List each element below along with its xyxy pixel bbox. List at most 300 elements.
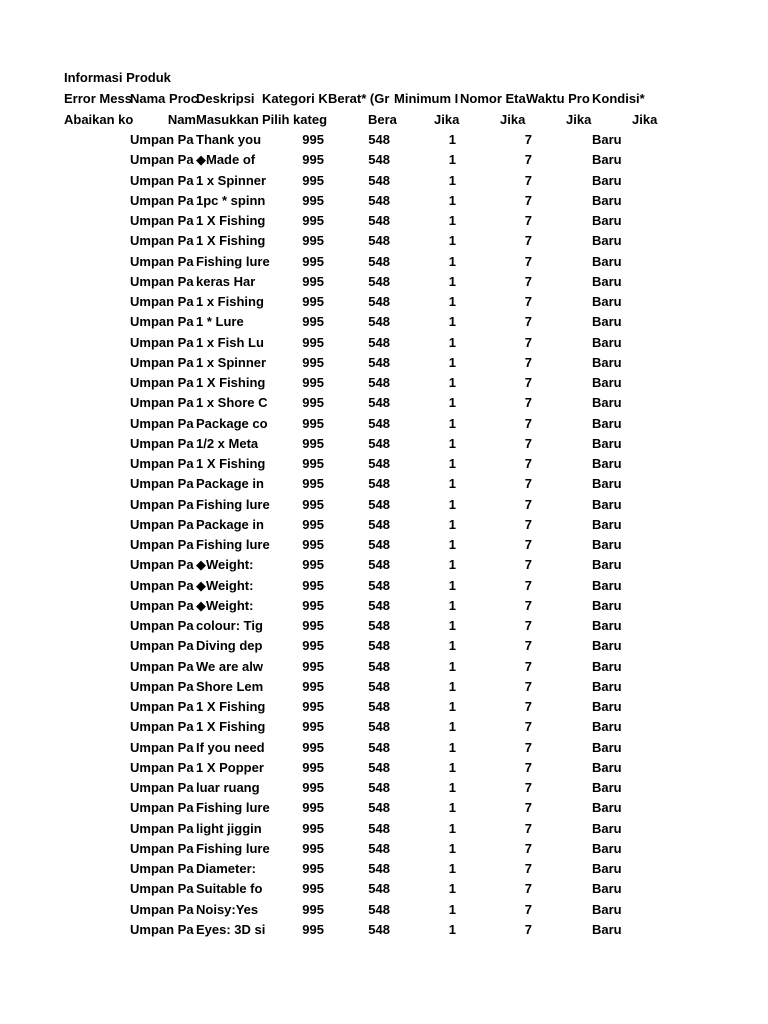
description-cell[interactable]: Shore Lem xyxy=(196,678,264,694)
weight-cell[interactable]: 548 xyxy=(368,172,390,188)
category-cell[interactable]: 995 xyxy=(302,800,324,816)
process-time-cell[interactable]: 7 xyxy=(524,678,532,694)
description-cell[interactable]: Thank you xyxy=(196,132,262,147)
description-cell[interactable]: ◆Weight: xyxy=(196,597,254,613)
condition-cell[interactable]: Baru xyxy=(592,901,622,917)
condition-cell[interactable]: Baru xyxy=(592,476,622,492)
condition-cell[interactable]: Baru xyxy=(592,577,622,593)
hint-cell[interactable]: Jika xyxy=(632,112,658,127)
description-cell[interactable]: 1 X Fishing xyxy=(196,699,266,714)
hint-cell[interactable]: Jika xyxy=(500,112,526,127)
product-name-cell[interactable]: Umpan Pa xyxy=(130,152,194,168)
category-cell[interactable]: 995 xyxy=(302,840,324,856)
category-cell[interactable]: 995 xyxy=(302,192,324,208)
weight-cell[interactable]: 548 xyxy=(368,881,390,897)
process-time-cell[interactable]: 7 xyxy=(524,719,532,735)
category-cell[interactable]: 995 xyxy=(302,557,324,573)
minimum-cell[interactable]: 1 xyxy=(448,597,456,613)
minimum-cell[interactable]: 1 xyxy=(448,921,456,937)
minimum-cell[interactable]: 1 xyxy=(448,537,456,552)
hint-cell[interactable]: Nam xyxy=(167,112,196,127)
category-cell[interactable]: 995 xyxy=(302,294,324,309)
product-name-cell[interactable]: Umpan Pa xyxy=(130,172,194,188)
process-time-cell[interactable]: 7 xyxy=(524,314,532,330)
description-cell[interactable]: Fishing lure xyxy=(196,800,270,816)
weight-cell[interactable]: 548 xyxy=(368,901,390,917)
header-cell[interactable]: Waktu Pro xyxy=(526,91,590,106)
header-cell[interactable]: Nomor Eta xyxy=(460,91,526,106)
process-time-cell[interactable]: 7 xyxy=(524,375,532,390)
description-cell[interactable]: colour: Tig xyxy=(196,618,263,633)
product-name-cell[interactable]: Umpan Pa xyxy=(130,719,194,735)
condition-cell[interactable]: Baru xyxy=(592,597,622,613)
minimum-cell[interactable]: 1 xyxy=(448,658,456,674)
product-name-cell[interactable]: Umpan Pa xyxy=(130,294,194,309)
process-time-cell[interactable]: 7 xyxy=(524,557,532,573)
minimum-cell[interactable]: 1 xyxy=(448,820,456,836)
category-cell[interactable]: 995 xyxy=(302,861,324,876)
condition-cell[interactable]: Baru xyxy=(592,233,622,249)
process-time-cell[interactable]: 7 xyxy=(524,294,532,309)
product-name-cell[interactable]: Umpan Pa xyxy=(130,354,194,370)
condition-cell[interactable]: Baru xyxy=(592,172,622,188)
weight-cell[interactable]: 548 xyxy=(368,577,390,593)
hint-cell[interactable]: Jika xyxy=(566,112,592,127)
description-cell[interactable]: Diameter: xyxy=(196,861,256,876)
weight-cell[interactable]: 548 xyxy=(368,658,390,674)
description-cell[interactable]: We are alw xyxy=(196,658,263,674)
minimum-cell[interactable]: 1 xyxy=(448,739,456,755)
product-name-cell[interactable]: Umpan Pa xyxy=(130,597,194,613)
process-time-cell[interactable]: 7 xyxy=(524,415,532,431)
condition-cell[interactable]: Baru xyxy=(592,213,622,228)
weight-cell[interactable]: 548 xyxy=(368,557,390,573)
description-cell[interactable]: 1 * Lure xyxy=(196,314,244,330)
description-cell[interactable]: 1pc * spinn xyxy=(196,192,266,208)
weight-cell[interactable]: 548 xyxy=(368,678,390,694)
minimum-cell[interactable]: 1 xyxy=(448,132,456,147)
product-name-cell[interactable]: Umpan Pa xyxy=(130,192,194,208)
minimum-cell[interactable]: 1 xyxy=(448,800,456,816)
process-time-cell[interactable]: 7 xyxy=(524,759,532,775)
table-row xyxy=(0,495,768,515)
description-cell[interactable]: ◆Made of xyxy=(196,152,256,168)
minimum-cell[interactable]: 1 xyxy=(448,213,456,228)
minimum-cell[interactable]: 1 xyxy=(448,780,456,795)
minimum-cell[interactable]: 1 xyxy=(448,638,456,654)
category-cell[interactable]: 995 xyxy=(302,476,324,492)
category-cell[interactable]: 995 xyxy=(302,719,324,735)
process-time-cell[interactable]: 7 xyxy=(524,395,532,411)
minimum-cell[interactable]: 1 xyxy=(448,334,456,350)
weight-cell[interactable]: 548 xyxy=(368,618,390,633)
category-cell[interactable]: 995 xyxy=(302,901,324,917)
header-cell[interactable]: Minimum I xyxy=(394,91,459,106)
category-cell[interactable]: 995 xyxy=(302,172,324,188)
weight-cell[interactable]: 548 xyxy=(368,152,390,168)
weight-cell[interactable]: 548 xyxy=(368,800,390,816)
category-cell[interactable]: 995 xyxy=(302,496,324,512)
description-cell[interactable]: 1 X Popper xyxy=(196,759,264,775)
category-cell[interactable]: 995 xyxy=(302,577,324,593)
minimum-cell[interactable]: 1 xyxy=(448,557,456,573)
condition-cell[interactable]: Baru xyxy=(592,881,622,897)
category-cell[interactable]: 995 xyxy=(302,415,324,431)
category-cell[interactable]: 995 xyxy=(302,334,324,350)
category-cell[interactable]: 995 xyxy=(302,233,324,249)
minimum-cell[interactable]: 1 xyxy=(448,273,456,289)
minimum-cell[interactable]: 1 xyxy=(448,435,456,451)
category-cell[interactable]: 995 xyxy=(302,395,324,411)
process-time-cell[interactable]: 7 xyxy=(524,152,532,168)
description-cell[interactable]: Suitable fo xyxy=(196,881,263,897)
description-cell[interactable]: Package in xyxy=(196,476,264,492)
condition-cell[interactable]: Baru xyxy=(592,253,622,269)
weight-cell[interactable]: 548 xyxy=(368,699,390,714)
condition-cell[interactable]: Baru xyxy=(592,800,622,816)
process-time-cell[interactable]: 7 xyxy=(524,496,532,512)
condition-cell[interactable]: Baru xyxy=(592,334,622,350)
weight-cell[interactable]: 548 xyxy=(368,516,390,532)
minimum-cell[interactable]: 1 xyxy=(448,678,456,694)
product-name-cell[interactable]: Umpan Pa xyxy=(130,375,194,390)
weight-cell[interactable]: 548 xyxy=(368,253,390,269)
description-cell[interactable]: 1 x Spinner xyxy=(196,172,267,188)
category-cell[interactable]: 995 xyxy=(302,435,324,451)
weight-cell[interactable]: 548 xyxy=(368,273,390,289)
product-name-cell[interactable]: Umpan Pa xyxy=(130,456,194,471)
description-cell[interactable]: Diving dep xyxy=(196,638,263,654)
condition-cell[interactable]: Baru xyxy=(592,618,622,633)
category-cell[interactable]: 995 xyxy=(302,678,324,694)
process-time-cell[interactable]: 7 xyxy=(524,881,532,897)
process-time-cell[interactable]: 7 xyxy=(524,435,532,451)
product-name-cell[interactable]: Umpan Pa xyxy=(130,800,194,816)
category-cell[interactable]: 995 xyxy=(302,213,324,228)
description-cell[interactable]: ◆Weight: xyxy=(196,577,254,593)
minimum-cell[interactable]: 1 xyxy=(448,516,456,532)
category-cell[interactable]: 995 xyxy=(302,152,324,168)
product-name-cell[interactable]: Umpan Pa xyxy=(130,618,194,633)
minimum-cell[interactable]: 1 xyxy=(448,294,456,309)
category-cell[interactable]: 995 xyxy=(302,699,324,714)
description-cell[interactable]: 1/2 x Meta xyxy=(196,435,259,451)
process-time-cell[interactable]: 7 xyxy=(524,233,532,249)
condition-cell[interactable]: Baru xyxy=(592,415,622,431)
minimum-cell[interactable]: 1 xyxy=(448,253,456,269)
description-cell[interactable]: 1 X Fishing xyxy=(196,213,266,228)
process-time-cell[interactable]: 7 xyxy=(524,699,532,714)
condition-cell[interactable]: Baru xyxy=(592,435,622,451)
hint-cell[interactable]: Bera xyxy=(368,112,397,127)
minimum-cell[interactable]: 1 xyxy=(448,152,456,168)
description-cell[interactable]: Package in xyxy=(196,516,264,532)
hint-cell[interactable]: Jika xyxy=(434,112,460,127)
weight-cell[interactable]: 548 xyxy=(368,213,390,228)
product-name-cell[interactable]: Umpan Pa xyxy=(130,253,194,269)
condition-cell[interactable]: Baru xyxy=(592,638,622,654)
product-name-cell[interactable]: Umpan Pa xyxy=(130,861,194,876)
process-time-cell[interactable]: 7 xyxy=(524,334,532,350)
product-name-cell[interactable]: Umpan Pa xyxy=(130,233,194,249)
process-time-cell[interactable]: 7 xyxy=(524,901,532,917)
condition-cell[interactable]: Baru xyxy=(592,496,622,512)
minimum-cell[interactable]: 1 xyxy=(448,901,456,917)
category-cell[interactable]: 995 xyxy=(302,132,324,147)
description-cell[interactable]: Fishing lure xyxy=(196,496,270,512)
process-time-cell[interactable]: 7 xyxy=(524,132,532,147)
condition-cell[interactable]: Baru xyxy=(592,840,622,856)
product-name-cell[interactable]: Umpan Pa xyxy=(130,132,194,147)
weight-cell[interactable]: 548 xyxy=(368,334,390,350)
weight-cell[interactable]: 548 xyxy=(368,395,390,411)
minimum-cell[interactable]: 1 xyxy=(448,699,456,714)
product-name-cell[interactable]: Umpan Pa xyxy=(130,780,194,795)
condition-cell[interactable]: Baru xyxy=(592,314,622,330)
weight-cell[interactable]: 548 xyxy=(368,719,390,735)
description-cell[interactable]: light jiggin xyxy=(196,820,262,836)
process-time-cell[interactable]: 7 xyxy=(524,253,532,269)
description-cell[interactable]: keras Har xyxy=(196,273,256,289)
weight-cell[interactable]: 548 xyxy=(368,192,390,208)
minimum-cell[interactable]: 1 xyxy=(448,354,456,370)
condition-cell[interactable]: Baru xyxy=(592,354,622,370)
process-time-cell[interactable]: 7 xyxy=(524,921,532,937)
condition-cell[interactable]: Baru xyxy=(592,375,622,390)
description-cell[interactable]: 1 x Spinner xyxy=(196,354,267,370)
category-cell[interactable]: 995 xyxy=(302,881,324,897)
weight-cell[interactable]: 548 xyxy=(368,638,390,654)
minimum-cell[interactable]: 1 xyxy=(448,759,456,775)
condition-cell[interactable]: Baru xyxy=(592,678,622,694)
weight-cell[interactable]: 548 xyxy=(368,456,390,471)
product-name-cell[interactable]: Umpan Pa xyxy=(130,901,194,917)
weight-cell[interactable]: 548 xyxy=(368,314,390,330)
product-name-cell[interactable]: Umpan Pa xyxy=(130,314,194,330)
description-cell[interactable]: 1 x Fishing xyxy=(196,294,264,309)
process-time-cell[interactable]: 7 xyxy=(524,780,532,795)
weight-cell[interactable]: 548 xyxy=(368,597,390,613)
minimum-cell[interactable]: 1 xyxy=(448,496,456,512)
weight-cell[interactable]: 548 xyxy=(368,294,390,309)
description-cell[interactable]: 1 X Fishing xyxy=(196,456,266,471)
product-name-cell[interactable]: Umpan Pa xyxy=(130,476,194,492)
product-name-cell[interactable]: Umpan Pa xyxy=(130,557,194,573)
process-time-cell[interactable]: 7 xyxy=(524,354,532,370)
description-cell[interactable]: ◆Weight: xyxy=(196,557,254,573)
hint-cell[interactable]: Masukkan xyxy=(196,112,259,127)
product-name-cell[interactable]: Umpan Pa xyxy=(130,921,194,937)
weight-cell[interactable]: 548 xyxy=(368,759,390,775)
description-cell[interactable]: 1 x Fish Lu xyxy=(196,334,264,350)
table-row xyxy=(0,333,768,353)
description-cell[interactable]: 1 X Fishing xyxy=(196,719,266,735)
category-cell[interactable]: 995 xyxy=(302,618,324,633)
condition-cell[interactable]: Baru xyxy=(592,861,622,876)
product-name-cell[interactable]: Umpan Pa xyxy=(130,415,194,431)
description-cell[interactable]: Fishing lure xyxy=(196,840,270,856)
condition-cell[interactable]: Baru xyxy=(592,719,622,735)
condition-cell[interactable]: Baru xyxy=(592,759,622,775)
process-time-cell[interactable]: 7 xyxy=(524,800,532,816)
minimum-cell[interactable]: 1 xyxy=(448,415,456,431)
hint-cell[interactable]: Abaikan ko xyxy=(64,112,134,127)
condition-cell[interactable]: Baru xyxy=(592,780,622,795)
description-cell[interactable]: Package co xyxy=(196,415,268,431)
product-name-cell[interactable]: Umpan Pa xyxy=(130,516,194,532)
process-time-cell[interactable]: 7 xyxy=(524,618,532,633)
weight-cell[interactable]: 548 xyxy=(368,840,390,856)
weight-cell[interactable]: 548 xyxy=(368,354,390,370)
process-time-cell[interactable]: 7 xyxy=(524,577,532,593)
condition-cell[interactable]: Baru xyxy=(592,132,622,147)
description-cell[interactable]: Fishing lure xyxy=(196,537,270,552)
category-cell[interactable]: 995 xyxy=(302,354,324,370)
category-cell[interactable]: 995 xyxy=(302,921,324,937)
product-name-cell[interactable]: Umpan Pa xyxy=(130,577,194,593)
process-time-cell[interactable]: 7 xyxy=(524,172,532,188)
category-cell[interactable]: 995 xyxy=(302,820,324,836)
weight-cell[interactable]: 548 xyxy=(368,739,390,755)
process-time-cell[interactable]: 7 xyxy=(524,537,532,552)
product-name-cell[interactable]: Umpan Pa xyxy=(130,658,194,674)
product-name-cell[interactable]: Umpan Pa xyxy=(130,395,194,411)
minimum-cell[interactable]: 1 xyxy=(448,172,456,188)
weight-cell[interactable]: 548 xyxy=(368,415,390,431)
category-cell[interactable]: 995 xyxy=(302,739,324,755)
category-cell[interactable]: 995 xyxy=(302,597,324,613)
minimum-cell[interactable]: 1 xyxy=(448,395,456,411)
process-time-cell[interactable]: 7 xyxy=(524,516,532,532)
condition-cell[interactable]: Baru xyxy=(592,658,622,674)
weight-cell[interactable]: 548 xyxy=(368,435,390,451)
minimum-cell[interactable]: 1 xyxy=(448,456,456,471)
description-cell[interactable]: 1 x Shore C xyxy=(196,395,268,411)
condition-cell[interactable]: Baru xyxy=(592,820,622,836)
condition-cell[interactable]: Baru xyxy=(592,537,622,552)
process-time-cell[interactable]: 7 xyxy=(524,739,532,755)
condition-cell[interactable]: Baru xyxy=(592,456,622,471)
product-name-cell[interactable]: Umpan Pa xyxy=(130,678,194,694)
weight-cell[interactable]: 548 xyxy=(368,496,390,512)
condition-cell[interactable]: Baru xyxy=(592,294,622,309)
weight-cell[interactable]: 548 xyxy=(368,476,390,492)
weight-cell[interactable]: 548 xyxy=(368,537,390,552)
header-cell[interactable]: Deskripsi xyxy=(196,91,255,106)
product-name-cell[interactable]: Umpan Pa xyxy=(130,435,194,451)
process-time-cell[interactable]: 7 xyxy=(524,820,532,836)
minimum-cell[interactable]: 1 xyxy=(448,719,456,735)
product-name-cell[interactable]: Umpan Pa xyxy=(130,334,194,350)
process-time-cell[interactable]: 7 xyxy=(524,476,532,492)
process-time-cell[interactable]: 7 xyxy=(524,638,532,654)
minimum-cell[interactable]: 1 xyxy=(448,233,456,249)
description-cell[interactable]: If you need xyxy=(196,739,265,755)
category-cell[interactable]: 995 xyxy=(302,456,324,471)
weight-cell[interactable]: 548 xyxy=(368,820,390,836)
category-cell[interactable]: 995 xyxy=(302,273,324,289)
minimum-cell[interactable]: 1 xyxy=(448,577,456,593)
product-name-cell[interactable]: Umpan Pa xyxy=(130,537,194,552)
header-cell[interactable]: Berat* (Gr xyxy=(328,91,390,106)
product-name-cell[interactable]: Umpan Pa xyxy=(130,273,194,289)
category-cell[interactable]: 995 xyxy=(302,759,324,775)
product-name-cell[interactable]: Umpan Pa xyxy=(130,759,194,775)
process-time-cell[interactable]: 7 xyxy=(524,840,532,856)
condition-cell[interactable]: Baru xyxy=(592,192,622,208)
category-cell[interactable]: 995 xyxy=(302,537,324,552)
weight-cell[interactable]: 548 xyxy=(368,375,390,390)
minimum-cell[interactable]: 1 xyxy=(448,192,456,208)
weight-cell[interactable]: 548 xyxy=(368,780,390,795)
header-cell[interactable]: Kategori K xyxy=(262,91,328,106)
category-cell[interactable]: 995 xyxy=(302,658,324,674)
condition-cell[interactable]: Baru xyxy=(592,273,622,289)
product-name-cell[interactable]: Umpan Pa xyxy=(130,881,194,897)
product-name-cell[interactable]: Umpan Pa xyxy=(130,638,194,654)
category-cell[interactable]: 995 xyxy=(302,516,324,532)
description-cell[interactable]: Eyes: 3D si xyxy=(196,921,266,937)
product-name-cell[interactable]: Umpan Pa xyxy=(130,820,194,836)
product-name-cell[interactable]: Umpan Pa xyxy=(130,739,194,755)
minimum-cell[interactable]: 1 xyxy=(448,375,456,390)
process-time-cell[interactable]: 7 xyxy=(524,456,532,471)
product-name-cell[interactable]: Umpan Pa xyxy=(130,699,194,714)
minimum-cell[interactable]: 1 xyxy=(448,476,456,492)
process-time-cell[interactable]: 7 xyxy=(524,658,532,674)
minimum-cell[interactable]: 1 xyxy=(448,861,456,876)
description-cell[interactable]: Fishing lure xyxy=(196,253,270,269)
weight-cell[interactable]: 548 xyxy=(368,132,390,147)
process-time-cell[interactable]: 7 xyxy=(524,861,532,876)
product-name-cell[interactable]: Umpan Pa xyxy=(130,496,194,512)
minimum-cell[interactable]: 1 xyxy=(448,881,456,897)
process-time-cell[interactable]: 7 xyxy=(524,273,532,289)
description-cell[interactable]: 1 X Fishing xyxy=(196,233,266,249)
condition-cell[interactable]: Baru xyxy=(592,152,622,168)
description-cell[interactable]: 1 X Fishing xyxy=(196,375,266,390)
category-cell[interactable]: 995 xyxy=(302,314,324,330)
description-cell[interactable]: Noisy:Yes xyxy=(196,901,259,917)
category-cell[interactable]: 995 xyxy=(302,253,324,269)
category-cell[interactable]: 995 xyxy=(302,375,324,390)
process-time-cell[interactable]: 7 xyxy=(524,597,532,613)
hint-cell[interactable]: Pilih kateg xyxy=(262,112,328,127)
category-cell[interactable]: 995 xyxy=(302,638,324,654)
condition-cell[interactable]: Baru xyxy=(592,921,622,937)
minimum-cell[interactable]: 1 xyxy=(448,618,456,633)
minimum-cell[interactable]: 1 xyxy=(448,314,456,330)
condition-cell[interactable]: Baru xyxy=(592,739,622,755)
product-name-cell[interactable]: Umpan Pa xyxy=(130,840,194,856)
weight-cell[interactable]: 548 xyxy=(368,233,390,249)
header-cell[interactable]: Nama Proc xyxy=(130,91,198,106)
condition-cell[interactable]: Baru xyxy=(592,395,622,411)
condition-cell[interactable]: Baru xyxy=(592,557,622,573)
description-cell[interactable]: luar ruang xyxy=(196,780,260,795)
condition-cell[interactable]: Baru xyxy=(592,516,622,532)
weight-cell[interactable]: 548 xyxy=(368,861,390,876)
process-time-cell[interactable]: 7 xyxy=(524,213,532,228)
header-cell[interactable]: Error Mess xyxy=(64,91,132,106)
header-cell[interactable]: Kondisi* xyxy=(592,91,645,106)
minimum-cell[interactable]: 1 xyxy=(448,840,456,856)
process-time-cell[interactable]: 7 xyxy=(524,192,532,208)
product-name-cell[interactable]: Umpan Pa xyxy=(130,213,194,228)
category-cell[interactable]: 995 xyxy=(302,780,324,795)
condition-cell[interactable]: Baru xyxy=(592,699,622,714)
weight-cell[interactable]: 548 xyxy=(368,921,390,937)
